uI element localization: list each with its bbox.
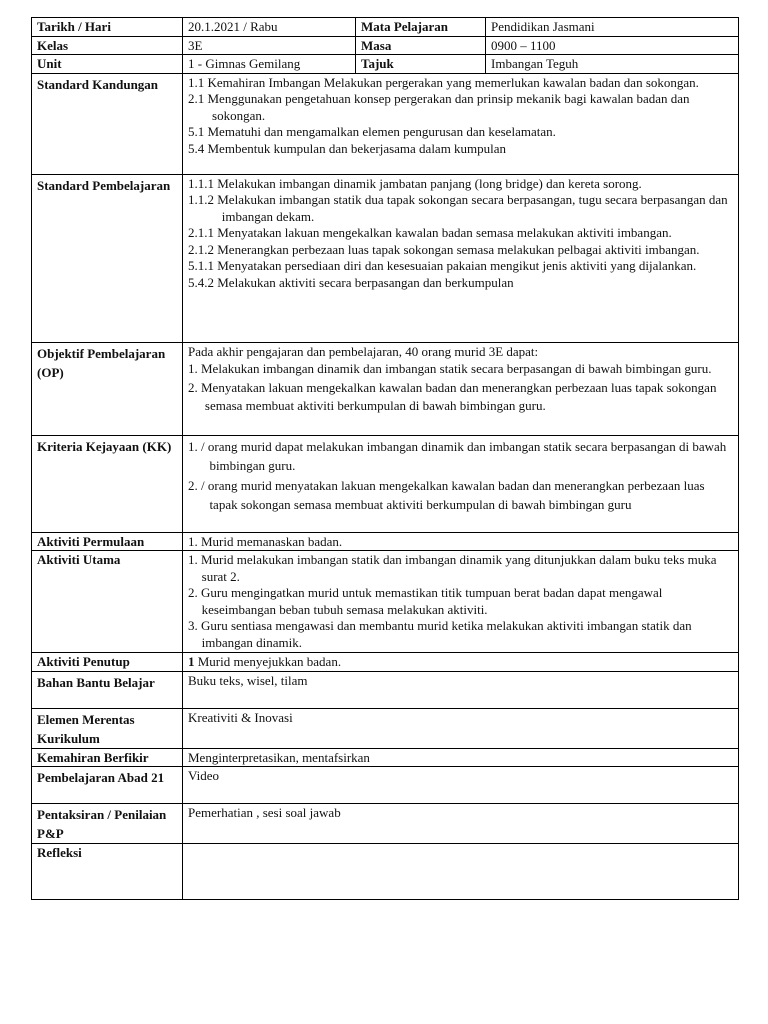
objektif-content (183, 342, 739, 435)
aktiviti-penutup-label: Aktiviti Penutup (32, 653, 183, 672)
kemahiran-berfikir-label: Kemahiran Berfikir (32, 748, 183, 767)
sp-item: 2.1.2 Menerangkan perbezaan luas tapak sokongan semasa melakukan pelbagai aktiviti imbangan. (188, 241, 700, 257)
sk-item: 2.1 Menggunakan pengetahuan konsep pergerakan dan prinsip mekanik bagi kawalan badan dan sokongan. (188, 91, 690, 123)
aktiviti-utama-label: Aktiviti Utama (32, 551, 183, 653)
unit-label: Unit (32, 55, 183, 74)
tarikh-value: 20.1.2021 / Rabu (183, 18, 356, 37)
sk-item: 1.1 Kemahiran Imbangan Melakukan pergerakan yang memerlukan kawalan badan dan sokongan. (188, 74, 699, 90)
aktiviti-permulaan-label: Aktiviti Permulaan (32, 532, 183, 551)
aktiviti-penutup-content (183, 653, 739, 672)
refleksi-label: Refleksi (32, 844, 183, 900)
pentaksiran-value: Pemerhatian , sesi soal jawab (183, 804, 739, 844)
refleksi-value[interactable] (183, 844, 739, 900)
penutup-text: Murid menyejukkan badan. (194, 654, 342, 669)
tajuk-value: Imbangan Teguh (486, 55, 739, 74)
row-standard-kandungan (32, 73, 739, 174)
row-kriteria-kejayaan (32, 435, 739, 532)
utama-item: 1. Murid melakukan imbangan statik dan imbangan dinamik yang ditunjukkan dalam buku teks muka surat 2. (188, 552, 717, 584)
masa-label: Masa (356, 36, 486, 55)
sp-item: 5.4.2 Melakukan aktiviti secara berpasangan dan berkumpulan (188, 274, 514, 290)
kriteria-kejayaan-content (183, 435, 739, 532)
standard-pembelajaran-label: Standard Pembelajaran (32, 174, 183, 342)
row-kemahiran-berfikir (32, 748, 739, 767)
abad-21-value: Video (183, 767, 739, 804)
kriteria-kejayaan-label: Kriteria Kejayaan (KK) (32, 435, 183, 532)
standard-pembelajaran-content (183, 174, 739, 342)
sk-item: 5.1 Mematuhi dan mengamalkan elemen pengurusan dan keselamatan. (188, 124, 556, 139)
sp-item: 5.1.1 Menyatakan persediaan diri dan kesesuaian pakaian mengikut jenis aktiviti yang dijalankan. (188, 258, 697, 273)
row-aktiviti-penutup (32, 653, 739, 672)
masa-value: 0900 – 1100 (486, 36, 739, 55)
aktiviti-utama-content (183, 551, 739, 653)
sk-item: 5.4 Membentuk kumpulan dan bekerjasama dalam kumpulan (188, 140, 507, 156)
aktiviti-permulaan-value: 1. Murid memanaskan badan. (183, 532, 739, 551)
row-pentaksiran (32, 804, 739, 844)
row-refleksi (32, 844, 739, 900)
kelas-value: 3E (183, 36, 356, 55)
lesson-plan-table (31, 17, 739, 900)
row-tarikh (32, 18, 739, 37)
kk-item: 2. / orang murid menyatakan lakuan mengekalkan kawalan badan dan menerangkan perbezaan luas tapak sokongan semasa membuat aktiviti berkumpulan di bawah bimbingan guru (188, 477, 705, 512)
mata-pelajaran-label: Mata Pelajaran (356, 18, 486, 37)
mata-pelajaran-value: Pendidikan Jasmani (486, 18, 739, 37)
abad-21-label: Pembelajaran Abad 21 (32, 767, 183, 804)
bahan-bantu-label: Bahan Bantu Belajar (32, 671, 183, 708)
op-item: 1. Melakukan imbangan dinamik dan imbangan statik secara berpasangan di bawah bimbingan guru. (188, 361, 712, 376)
unit-value: 1 - Gimnas Gemilang (183, 55, 356, 74)
row-bahan-bantu (32, 671, 739, 708)
sp-item: 1.1.2 Melakukan imbangan statik dua tapak sokongan secara berpasangan, tugu secara berpasangan dan imbangan dekam. (188, 192, 728, 224)
op-intro: Pada akhir pengajaran dan pembelajaran, 40 orang murid 3E dapat: (188, 343, 539, 359)
tajuk-label: Tajuk (356, 55, 486, 74)
utama-item: 3. Guru sentiasa mengawasi dan membantu murid ketika melakukan aktiviti imbangan statik dan imbangan dinamik. (188, 618, 692, 650)
elemen-merentas-label: Elemen Merentas Kurikulum (32, 708, 183, 748)
pentaksiran-label: Pentaksiran / Penilaian P&P (32, 804, 183, 844)
row-standard-pembelajaran (32, 174, 739, 342)
tarikh-label: Tarikh / Hari (32, 18, 183, 37)
row-aktiviti-utama (32, 551, 739, 653)
row-elemen-merentas (32, 708, 739, 748)
standard-kandungan-content (183, 73, 739, 174)
row-unit (32, 55, 739, 74)
sp-item: 2.1.1 Menyatakan lakuan mengekalkan kawalan badan semasa melakukan aktiviti imbangan. (188, 225, 672, 240)
bahan-bantu-value: Buku teks, wisel, tilam (183, 671, 739, 708)
kk-item: 1. / orang murid dapat melakukan imbangan dinamik dan imbangan statik secara berpasangan di bawah bimbingan guru. (188, 438, 727, 473)
sp-item: 1.1.1 Melakukan imbangan dinamik jambatan panjang (long bridge) dan kereta sorong. (188, 175, 642, 191)
row-abad-21 (32, 767, 739, 804)
kemahiran-berfikir-value: Menginterpretasikan, mentafsirkan (183, 748, 739, 767)
standard-kandungan-label: Standard Kandungan (32, 73, 183, 174)
row-kelas (32, 36, 739, 55)
op-item: 2. Menyatakan lakuan mengekalkan kawalan badan dan menerangkan perbezaan luas tapak sokongan semasa membuat aktiviti berkumpulan di bawah bimbingan guru. (188, 379, 717, 413)
elemen-merentas-value: Kreativiti & Inovasi (183, 708, 739, 748)
utama-item: 2. Guru mengingatkan murid untuk memastikan titik tumpuan berat badan dapat mengawal keseimbangan beban tubuh semasa melakukan aktiviti. (188, 585, 663, 617)
penutup-number: 1 (188, 654, 195, 669)
row-objektif (32, 342, 739, 435)
kelas-label: Kelas (32, 36, 183, 55)
row-aktiviti-permulaan (32, 532, 739, 551)
objektif-label: Objektif Pembelajaran (OP) (32, 342, 183, 435)
